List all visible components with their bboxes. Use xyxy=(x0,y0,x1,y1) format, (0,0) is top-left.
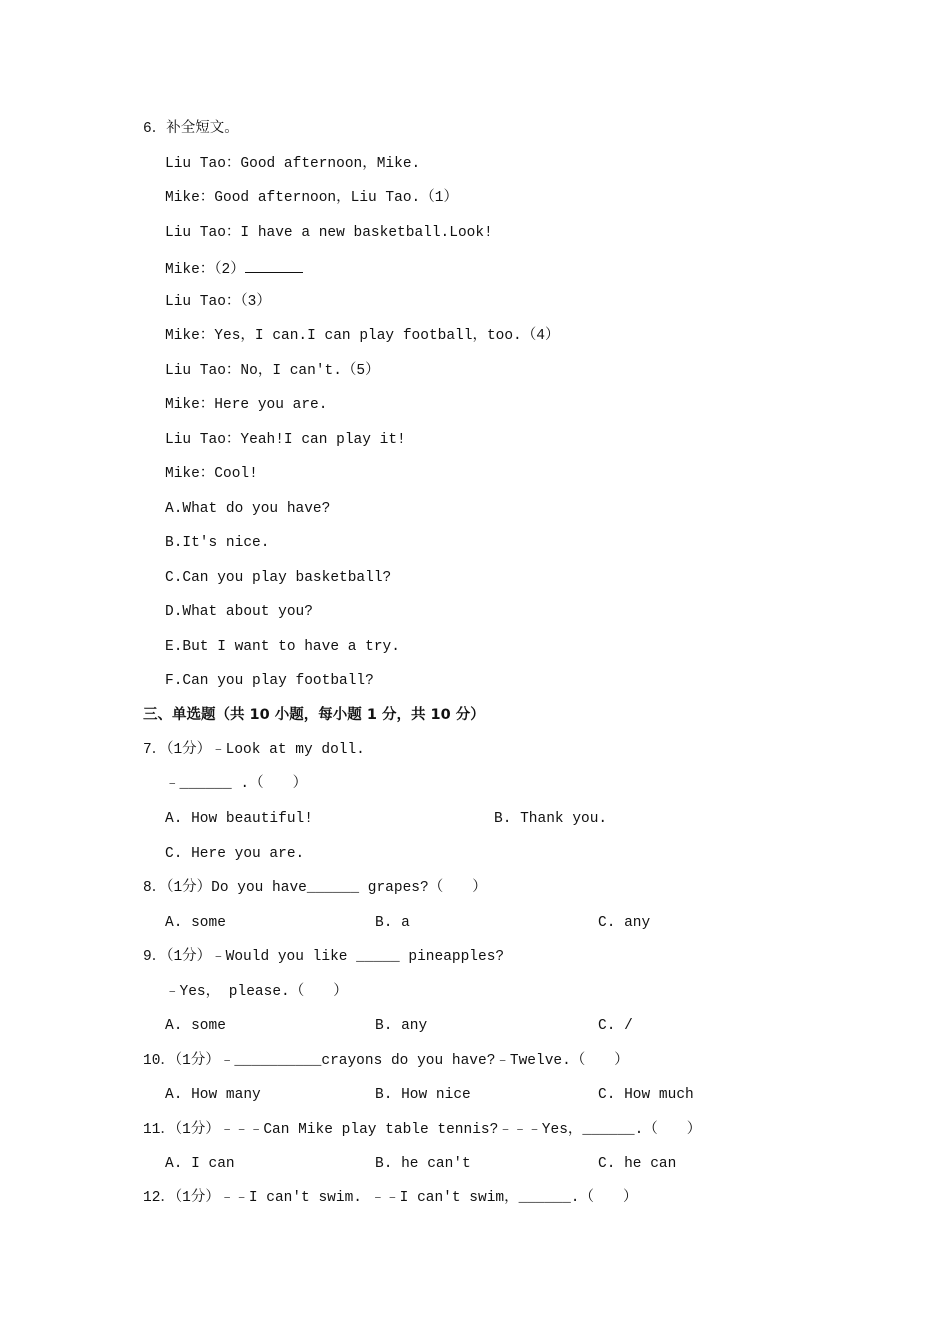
q11-option-a: A. I can xyxy=(165,1156,235,1172)
q9-option-b: B. any xyxy=(375,1018,428,1034)
q9-option-a: A. some xyxy=(165,1018,226,1034)
dialogue-line-4-text: Mike：（2） xyxy=(165,262,245,278)
dialogue-line-6: Mike：Yes，I can.I can play football，too.（4） xyxy=(165,328,560,344)
q8-stem: 8．（1分）Do you have______ grapes?（ ） xyxy=(143,880,487,896)
dialogue-line-8: Mike：Here you are. xyxy=(165,397,328,413)
q6-option-e: E.But I want to have a try. xyxy=(165,639,400,655)
dialogue-line-9: Liu Tao：Yeah!I can play it! xyxy=(165,432,406,448)
q10-option-a: A. How many xyxy=(165,1087,261,1103)
dialogue-line-5: Liu Tao：（3） xyxy=(165,294,271,310)
q12-stem: 12．（1分）﹣﹣I can't swim. ﹣﹣I can't swim，______.（ ） xyxy=(143,1190,638,1206)
q9-stem: 9．（1分）﹣Would you like _____ pineapples? xyxy=(143,949,505,965)
q7-option-c: C. Here you are. xyxy=(165,846,305,862)
dialogue-line-3: Liu Tao：I have a new basketball.Look! xyxy=(165,225,493,241)
q7-option-b: B. Thank you. xyxy=(494,811,608,827)
q10-stem: 10．（1分）﹣__________crayons do you have?﹣Twelve.（ ） xyxy=(143,1053,629,1069)
q7-stem: 7．（1分）﹣Look at my doll. xyxy=(143,742,365,758)
q10-option-b: B. How nice xyxy=(375,1087,471,1103)
q7-line2: ﹣______ .（ ） xyxy=(165,776,308,792)
dialogue-line-7: Liu Tao：No，I can't.（5） xyxy=(165,363,380,379)
q11-option-c: C. he can xyxy=(598,1156,677,1172)
dialogue-line-4 xyxy=(165,257,303,280)
section-3-heading: 三、单选题（共 10 小题，每小题 1 分，共 10 分） xyxy=(143,707,485,723)
q6-option-a: A.What do you have? xyxy=(165,501,331,517)
answer-blank xyxy=(245,257,303,273)
q8-option-c: C. any xyxy=(598,915,651,931)
q9-option-c: C. / xyxy=(598,1018,633,1034)
q8-option-a: A. some xyxy=(165,915,226,931)
dialogue-line-10: Mike：Cool! xyxy=(165,466,258,482)
q6-option-f: F.Can you play football? xyxy=(165,673,374,689)
q6-option-c: C.Can you play basketball? xyxy=(165,570,392,586)
q9-line2: ﹣Yes， please.（ ） xyxy=(165,984,348,1000)
q8-option-b: B. a xyxy=(375,915,410,931)
dialogue-line-1: Liu Tao：Good afternoon，Mike. xyxy=(165,156,421,172)
q10-option-c: C. How much xyxy=(598,1087,694,1103)
dialogue-line-2: Mike：Good afternoon，Liu Tao.（1） xyxy=(165,190,458,206)
q6-option-b: B.It's nice. xyxy=(165,535,270,551)
q7-option-a: A. How beautiful! xyxy=(165,811,313,827)
q6-option-d: D.What about you? xyxy=(165,604,313,620)
q11-stem: 11．（1分）﹣﹣﹣Can Mike play table tennis?﹣﹣﹣Yes，______.（ ） xyxy=(143,1122,702,1138)
q6-title: 6．补全短文。 xyxy=(143,121,239,137)
q11-option-b: B. he can't xyxy=(375,1156,471,1172)
